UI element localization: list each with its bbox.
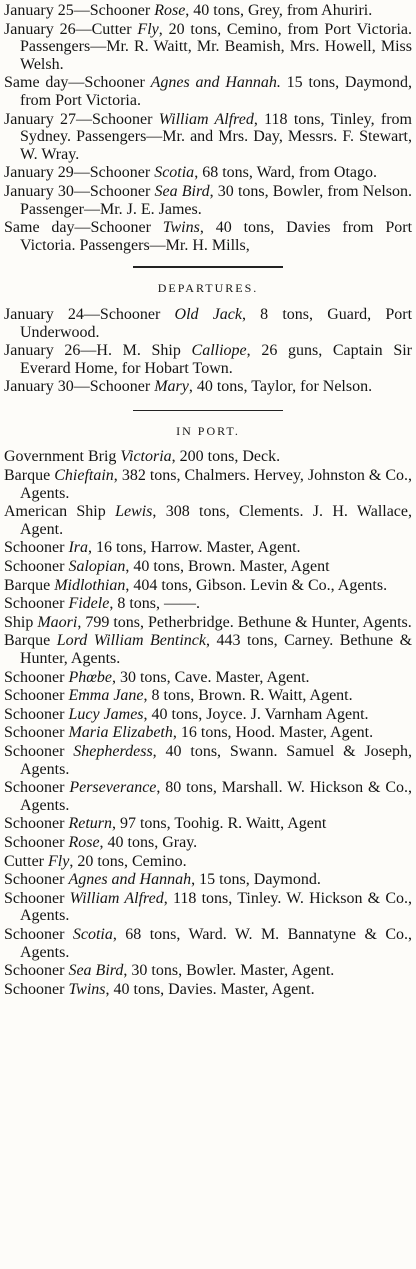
entry-details: , 68 tons, Ward, from Otago. xyxy=(194,164,378,182)
vessel-name: Emma Jane xyxy=(68,687,144,705)
vessel-name: Rose xyxy=(68,833,100,851)
in-port-heading: IN PORT. xyxy=(176,423,240,438)
entry-lead: Schooner xyxy=(4,889,70,907)
vessel-name: Fidele xyxy=(68,595,110,613)
shipping-entry xyxy=(4,111,412,164)
shipping-entry xyxy=(4,981,412,999)
shipping-entry xyxy=(4,926,412,961)
shipping-entry xyxy=(4,669,412,687)
vessel-name: Ira xyxy=(68,539,88,557)
shipping-entry xyxy=(4,503,412,538)
entry-lead: Schooner xyxy=(4,705,69,723)
vessel-name: Maori xyxy=(37,613,78,631)
shipping-entry xyxy=(4,890,412,925)
vessel-name: Lord William Bentinck xyxy=(56,632,206,650)
entry-details: , 799 tons, Petherbridge. Bethune & Hunter, Agents. xyxy=(77,613,412,631)
shipping-entry xyxy=(4,724,412,742)
shipping-entry xyxy=(4,219,412,254)
entry-details: , 40 tons, Davies. Master, Agent. xyxy=(105,980,315,998)
entry-lead: Schooner xyxy=(4,539,69,557)
entry-lead: Government Brig xyxy=(4,448,121,466)
entry-lead: January 25—Schooner xyxy=(4,2,155,19)
entry-details: , 118 tons, Tinley. W. Hickson & Co., Agents. xyxy=(20,889,413,925)
vessel-name: William Alfred xyxy=(69,889,164,907)
shipping-entry xyxy=(4,467,412,502)
vessel-name: Maria Elizabeth xyxy=(68,724,173,742)
arrivals-list xyxy=(4,2,412,254)
vessel-name: Old Jack xyxy=(174,305,243,323)
entry-details: , 30 tons, Bowler. Master, Agent. xyxy=(123,962,335,980)
vessel-name: Fly xyxy=(137,20,159,38)
vessel-name: Midlothian xyxy=(54,576,126,594)
entry-details: , 8 tons, Guard, Port Underwood. xyxy=(20,305,413,341)
vessel-name: Twins xyxy=(68,980,106,998)
entry-lead: January 30—Schooner xyxy=(4,182,155,200)
vessel-name: Mary xyxy=(154,378,189,396)
entry-lead: Schooner xyxy=(4,595,69,613)
departures-heading: DEPARTURES. xyxy=(157,281,259,296)
shipping-entry xyxy=(4,448,412,466)
entry-lead: Schooner xyxy=(4,779,70,797)
entry-lead: January 26—Cutter xyxy=(4,20,138,38)
section-divider xyxy=(133,410,283,411)
vessel-name: Sea Bird xyxy=(154,182,210,200)
shipping-entry xyxy=(4,614,412,632)
vessel-name: Fly xyxy=(48,852,70,870)
shipping-entry xyxy=(4,577,412,595)
entry-lead: Schooner xyxy=(4,925,73,943)
entry-details: , 16 tons, Hood. Master, Agent. xyxy=(172,724,374,742)
vessel-name: William Alfred xyxy=(158,110,254,128)
shipping-entry xyxy=(4,962,412,980)
entry-lead: January 24—Schooner xyxy=(4,305,175,323)
vessel-name: Perseverance xyxy=(69,779,157,797)
entry-lead: Schooner xyxy=(4,815,69,833)
entry-details: , 30 tons, Bowler, from Nelson. Passenger—Mr. J. E. James. xyxy=(20,182,413,218)
vessel-name: Calliope xyxy=(191,342,247,360)
shipping-entry xyxy=(4,815,412,833)
vessel-name: Agnes and Hannah xyxy=(68,871,192,889)
entry-details: , 40 tons, Gray. xyxy=(99,833,198,851)
shipping-entry xyxy=(4,779,412,814)
vessel-name: Victoria xyxy=(120,448,172,466)
shipping-entry xyxy=(4,539,412,557)
shipping-entry xyxy=(4,558,412,576)
entry-lead: Schooner xyxy=(4,871,69,889)
entry-lead: January 30—Schooner xyxy=(4,378,155,396)
shipping-entry xyxy=(4,2,412,20)
vessel-name: Twins xyxy=(162,219,200,237)
shipping-entry xyxy=(4,853,412,871)
departures-list xyxy=(4,306,412,396)
entry-lead: January 27—Schooner xyxy=(4,110,159,128)
entry-details: , 20 tons, Cemino, from Port Victoria. Passengers—Mr. R. Waitt, Mr. Beamish, Mrs. Howell, Miss Welsh. xyxy=(20,20,413,73)
shipping-entry xyxy=(4,687,412,705)
section-divider xyxy=(133,266,283,268)
entry-lead: Schooner xyxy=(4,962,69,980)
entry-lead: Schooner xyxy=(4,724,69,742)
entry-details: , 443 tons, Carney. Bethune & Hunter, Agents. xyxy=(20,632,413,667)
entry-details: , 8 tons, ——. xyxy=(109,595,200,613)
shipping-entry xyxy=(4,306,412,341)
entry-details: , 308 tons, Clements. J. H. Wallace, Agent. xyxy=(20,503,413,538)
shipping-entry xyxy=(4,706,412,724)
vessel-name: Lewis xyxy=(115,503,153,521)
entry-details: , 382 tons, Chalmers. Hervey, Johnston & Co., Agents. xyxy=(20,467,413,502)
shipping-entry xyxy=(4,21,412,74)
entry-lead: Barque xyxy=(4,467,55,485)
entry-lead: Ship xyxy=(4,613,38,631)
entry-details: , 40 tons, Joyce. J. Varnham Agent. xyxy=(143,705,369,723)
entry-lead: Schooner xyxy=(4,742,74,760)
entry-details: , 16 tons, Harrow. Master, Agent. xyxy=(88,539,301,557)
vessel-name: Scotia xyxy=(72,925,113,943)
vessel-name: Agnes and Hannah. xyxy=(150,74,281,92)
entry-lead: Same day—Schooner xyxy=(4,74,151,92)
shipping-entry xyxy=(4,74,412,109)
entry-details: , 200 tons, Deck. xyxy=(171,448,281,466)
entry-details: , 68 tons, Ward. W. M. Bannatyne & Co., Agents. xyxy=(20,925,412,961)
entry-lead: Schooner xyxy=(4,668,69,686)
entry-lead: Schooner xyxy=(4,833,69,851)
entry-lead: Barque xyxy=(4,632,57,650)
entry-lead: January 26—H. M. Ship xyxy=(4,342,192,360)
entry-lead: January 29—Schooner xyxy=(4,164,155,182)
vessel-name: Return xyxy=(68,815,112,833)
in-port-list xyxy=(4,448,412,998)
vessel-name: Lucy James xyxy=(68,705,144,723)
entry-details: , 40 tons, Swann. Samuel & Joseph, Agents. xyxy=(20,742,412,778)
vessel-name: Shepherdess xyxy=(73,742,153,760)
entry-details: , 404 tons, Gibson. Levin & Co., Agents. xyxy=(125,576,388,594)
vessel-name: Chieftain xyxy=(54,467,114,485)
shipping-entry xyxy=(4,834,412,852)
entry-details: , 20 tons, Cemino. xyxy=(69,852,187,870)
entry-details: , 26 guns, Captain Sir Everard Home, for Hobart Town. xyxy=(20,342,412,377)
shipping-entry xyxy=(4,595,412,613)
entry-lead: Same day—Schooner xyxy=(4,219,163,237)
entry-lead: American Ship xyxy=(4,503,116,521)
entry-details: , 97 tons, Toohig. R. Waitt, Agent xyxy=(111,815,327,833)
entry-details: , 40 tons, Grey, from Ahuriri. xyxy=(185,2,373,19)
vessel-name: Scotia xyxy=(154,164,195,182)
entry-details: , 40 tons, Brown. Master, Agent xyxy=(125,558,330,576)
entry-details: , 40 tons, Taylor, for Nelson. xyxy=(188,378,373,396)
vessel-name: Salopian xyxy=(68,558,126,576)
entry-lead: Barque xyxy=(4,576,55,594)
entry-lead: Schooner xyxy=(4,980,69,998)
entry-details: 15 tons, Daymond, from Port Victoria. xyxy=(20,74,413,109)
entry-details: , 80 tons, Marshall. W. Hickson & Co., Agents. xyxy=(20,779,412,814)
entry-details: , 30 tons, Cave. Master, Agent. xyxy=(111,668,310,686)
entry-lead: Schooner xyxy=(4,558,69,576)
entry-lead: Schooner xyxy=(4,687,69,705)
entry-details: , 15 tons, Daymond. xyxy=(191,871,321,889)
vessel-name: Rose xyxy=(154,2,186,19)
vessel-name: Phœbe xyxy=(68,668,112,686)
shipping-entry xyxy=(4,632,412,667)
vessel-name: Sea Bird xyxy=(68,962,124,980)
shipping-entry xyxy=(4,342,412,377)
entry-details: , 8 tons, Brown. R. Waitt, Agent. xyxy=(143,687,353,705)
entry-details: , 118 tons, Tinley, from Sydney. Passengers—Mr. and Mrs. Day, Messrs. F. Stewart, W. Wray. xyxy=(20,110,412,163)
entry-lead: Cutter xyxy=(4,852,48,870)
shipping-entry xyxy=(4,871,412,889)
shipping-entry xyxy=(4,378,412,396)
entry-details: , 40 tons, Davies from Port Victoria. Passengers—Mr. H. Mills, xyxy=(20,219,413,254)
shipping-entry xyxy=(4,743,412,778)
shipping-entry xyxy=(4,164,412,182)
shipping-entry xyxy=(4,183,412,218)
